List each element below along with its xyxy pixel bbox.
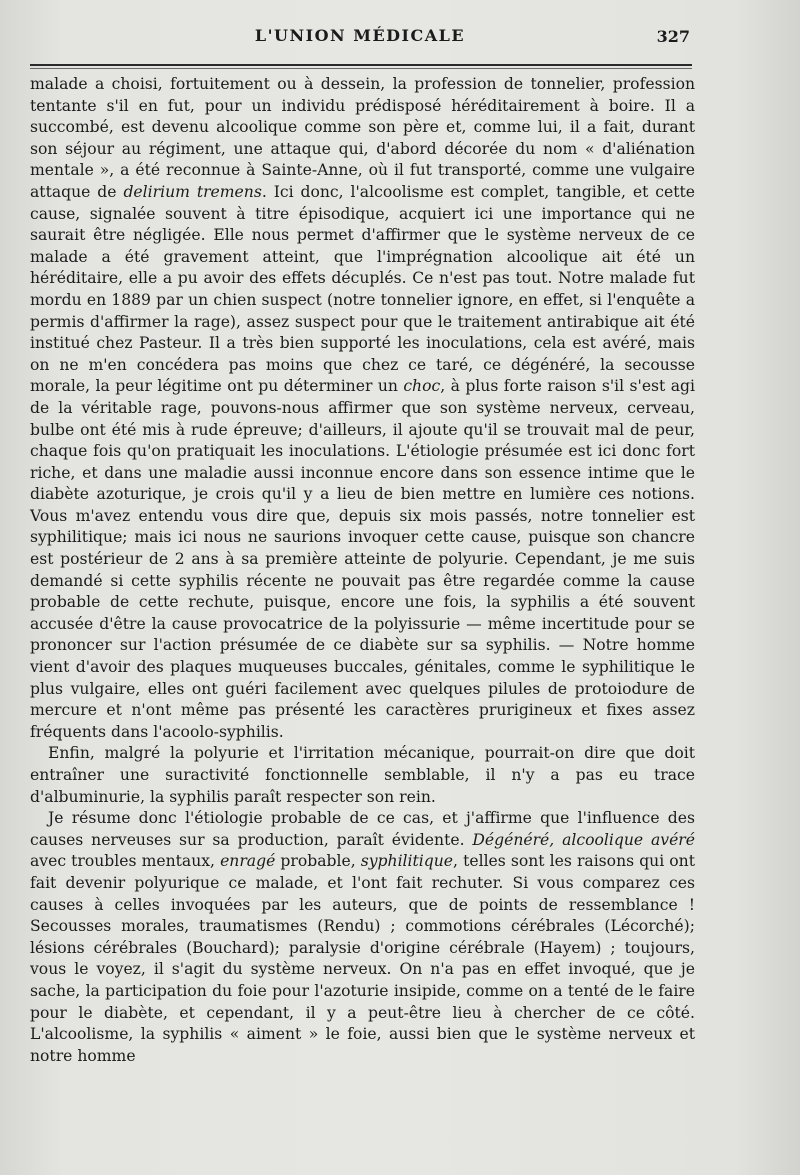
text-run: probable, <box>275 852 361 871</box>
emphasis-syphilitique: syphilitique <box>360 852 454 871</box>
text-run: , telles sont les raisons qui ont fait devenir polyurique ce malade, et l'ont fait rechuter. Si vous comparez ces causes à celles invoquées par les auteurs, que de points de ressemblance ! Secousses morales, traumatismes (Rendu) ; commotions cérébrales (Lécorché); lésions cérébrales (Bouchard); paralysie d'origine cérébrale (Hayem) ; toujours, vous le voyez, il s'agit du système nerveux. On n'a pas en effet invoqué, que je sache, la participation du foie pour l'azoturie insipide, comme on a tenté de le faire pour le diabète, et cependant, il y a peut-être lieu à chercher de ce côté. L'alcoolisme, la syphilis « aiment » le foie, aussi bien que le système nerveux et notre homme <box>30 852 695 1065</box>
emphasis-choc: choc <box>403 377 441 396</box>
emphasis-enrage: enragé <box>220 852 276 871</box>
emphasis-degenere: Dégénéré, alcoolique avéré <box>472 830 695 849</box>
article-body <box>30 74 695 1067</box>
journal-title: L'UNION MÉDICALE <box>254 26 466 45</box>
text-run: Je résume donc l'étiologie probable de ce cas, et j'affirme que l'influence des causes nerveuses sur sa production, paraît évidente. <box>30 809 695 849</box>
header-rule-thin <box>30 68 692 69</box>
paragraph-3 <box>30 808 695 1067</box>
text-run: malade a choisi, fortuitement ou à dessein, la profession de tonnelier, profession tentante s'il en fut, pour un individu prédisposé héréditairement à boire. Il a succombé, est devenu alcoolique comme son père et, comme lui, il a fait, durant son séjour au régiment, une attaque qui, d'abord décorée du nom « d'aliénation mentale », a été reconnue à Sainte-Anne, où il fut transporté, comme une vulgaire attaque de <box>30 75 695 201</box>
paragraph-2: Enfin, malgré la polyurie et l'irritation mécanique, pourrait-on dire que doit entraîner une suractivité fonctionnelle semblable, il n'y a pas eu trace d'albuminurie, la syphilis paraît respecter son rein. <box>30 744 695 806</box>
text-run: avec troubles mentaux, <box>30 852 221 871</box>
header-rule <box>30 64 692 66</box>
paragraph-1 <box>30 74 695 743</box>
running-head <box>30 26 690 56</box>
text-run: . Ici donc, l'alcoolisme est complet, tangible, et cette cause, signalée souvent à titre épisodique, acquiert ici une importance qui ne saurait être négligée. Elle nous permet d'affirmer que le système nerveux de ce malade a été gravement atteint, que l'imprégnation alcoolique ait été un héréditaire, elle a pu avoir des effets décuplés. Ce n'est pas tout. Notre malade fut mordu en 1889 par un chien suspect (notre tonnelier ignore, en effet, si l'enquête a permis d'affirmer la rage), assez suspect pour que le traitement antirabique ait été institué chez Pasteur. Il a très bien supporté les inoculations, cela est avéré, mais on ne m'en concédera pas moins que chez ce taré, ce dégénéré, la secousse morale, la peur légitime ont pu déterminer un <box>30 182 695 396</box>
text-run: , à plus forte raison s'il s'est agi de la véritable rage, pouvons-nous affirmer que son système nerveux, cerveau, bulbe ont été mis à rude épreuve; d'ailleurs, il ajoute qu'il se trouvait mal de peur, chaque fois qu'on pratiquait les inoculations. L'étiologie présumée est ici donc fort riche, et dans une maladie aussi inconnue encore dans son essence intime que le diabète azoturique, je crois qu'il y a lieu de bien mettre en lumière ces notions. Vous m'avez entendu vous dire que, depuis six mois passés, notre tonnelier est syphilitique; mais ici nous ne saurions invoquer cette cause, puisque son chancre est postérieur de 2 ans à sa première atteinte de polyurie. Cependant, je me suis demandé si cette syphilis récente ne pouvait pas être regardée comme la cause probable de cette rechute, puisque, encore une fois, la syphilis a été souvent accusée d'être la cause provocatrice de la polyissurie — même incertitude pour se prononcer sur l'action présumée de ce diabète sur sa syphilis. — Notre homme vient d'avoir des plaques muqueuses buccales, génitales, comme le syphilitique le plus vulgaire, elles ont guéri facilement avec quelques pilules de protoiodure de mercure et n'ont même pas présenté les caractères prurigineux et fixes assez fréquents dans l'acoolo-syphilis. <box>30 377 695 741</box>
page-number: 327 <box>656 27 690 46</box>
emphasis-delirium-tremens: delirium tremens <box>123 182 262 201</box>
